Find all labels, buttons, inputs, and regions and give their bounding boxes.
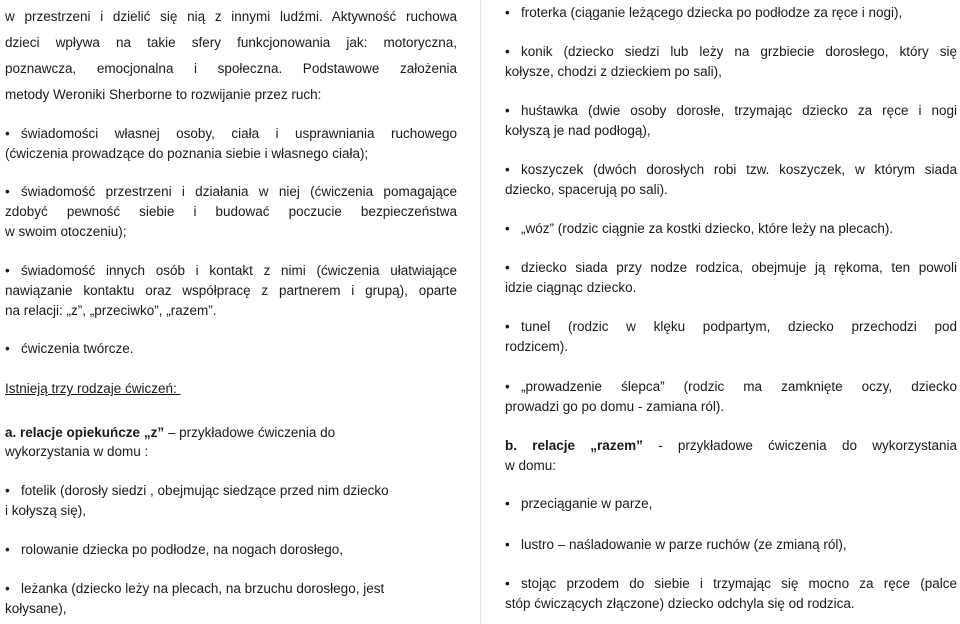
list-item: • świadomość przestrzeni i działania w niej (ćwiczenia pomagające zdobyć pewność siebie i budować poczucie bezpieczeństwa w swoim otoczeniu);	[5, 184, 457, 239]
bullet-icon: •	[505, 260, 510, 275]
list-item: • stojąc przodem do siebie i trzymając się mocno za ręce (palce stóp ćwiczących złączone) dziecko odchyla się od rodzica.	[505, 576, 957, 611]
section-a-heading: a. relacje opiekuńcze „z” – przykładowe ćwiczenia do	[5, 425, 336, 440]
bullet-icon: •	[5, 184, 10, 199]
list-item: • huśtawka (dwie osoby dorosłe, trzymając dziecko za ręce i nogi kołyszą je nad podłogą),	[505, 103, 957, 138]
list-item: • koszyczek (dwóch dorosłych robi tzw. koszyczek, w którym siada dziecko, spacerują po sali).	[505, 162, 957, 197]
bullet-icon: •	[505, 221, 510, 236]
types-heading: Istnieją trzy rodzaje ćwiczeń:	[5, 381, 181, 396]
column-divider	[480, 0, 481, 624]
list-item: • lustro – naśladowanie w parze ruchów (ze zmianą ról),	[505, 535, 957, 555]
list-item: • tunel (rodzic w klęku podpartym, dziecko przechodzi pod rodzicem).	[505, 319, 957, 354]
list-item: • konik (dziecko siedzi lub leży na grzbiecie dorosłego, który się kołysze, chodzi z dzieckiem po sali),	[505, 44, 957, 79]
bullet-icon: •	[5, 263, 10, 278]
list-item: • leżanka (dziecko leży na plecach, na brzuchu dorosłego, jest kołysane),	[5, 581, 385, 616]
bullet-icon: •	[505, 44, 510, 59]
bullet-icon: •	[505, 162, 510, 177]
bullet-icon: •	[505, 537, 510, 552]
section-b-line: w domu:	[505, 458, 557, 473]
bullet-icon: •	[505, 319, 510, 334]
list-item: • „prowadzenie ślepca” (rodzic ma zamknięte oczy, dziecko prowadzi go po domu - zamiana ról).	[505, 379, 957, 414]
bullet-icon: •	[5, 341, 10, 356]
intro-line: metody Weroniki Sherborne to rozwijanie przez ruch:	[5, 87, 322, 102]
list-item: • świadomości własnej osoby, ciała i usprawniania ruchowego (ćwiczenia prowadzące do poznania siebie i własnego ciała);	[5, 126, 457, 161]
bullet-icon: •	[505, 576, 510, 591]
list-item: • dziecko siada przy nodze rodzica, obejmuje ją rękoma, ten powoli idzie ciągnąc dziecko.	[505, 260, 957, 295]
section-b-heading: b. relacje „razem” - przykładowe ćwiczenia do wykorzystania	[505, 438, 957, 453]
bullet-icon: •	[505, 5, 510, 20]
list-item: • fotelik (dorosły siedzi , obejmując siedzące przed nim dziecko i kołyszą się),	[5, 483, 389, 518]
bullet-icon: •	[505, 103, 510, 118]
bullet-icon: •	[5, 126, 10, 141]
bullet-icon: •	[5, 483, 10, 498]
bullet-icon: •	[5, 581, 10, 596]
section-a-line: wykorzystania w domu :	[5, 444, 149, 459]
intro-line: poznawcza, emocjonalna i społeczna. Podstawowe założenia	[5, 61, 457, 76]
intro-line: w przestrzeni i dzielić się nią z innymi ludźmi. Aktywność ruchowa	[5, 9, 457, 24]
bullet-icon: •	[505, 379, 510, 394]
bullet-icon: •	[5, 542, 10, 557]
bullet-icon: •	[505, 496, 510, 511]
list-item: • świadomość innych osób i kontakt z nimi (ćwiczenia ułatwiające nawiązanie kontaktu oraz współpracę z partnerem i grupą), oparte na relacji: „z”, „przeciwko”, „razem”.	[5, 263, 457, 318]
list-item: • rolowanie dziecka po podłodze, na nogach dorosłego,	[5, 540, 457, 560]
list-item: • ćwiczenia twórcze.	[5, 339, 457, 359]
list-item: • froterka (ciąganie leżącego dziecka po podłodze za ręce i nogi),	[505, 3, 957, 23]
list-item: • przeciąganie w parze,	[505, 494, 957, 514]
intro-line: dzieci wpływa na takie sfery funkcjonowania jak: motoryczna,	[5, 35, 457, 50]
list-item: • „wóz” (rodzic ciągnie za kostki dziecko, które leży na plecach).	[505, 219, 957, 239]
